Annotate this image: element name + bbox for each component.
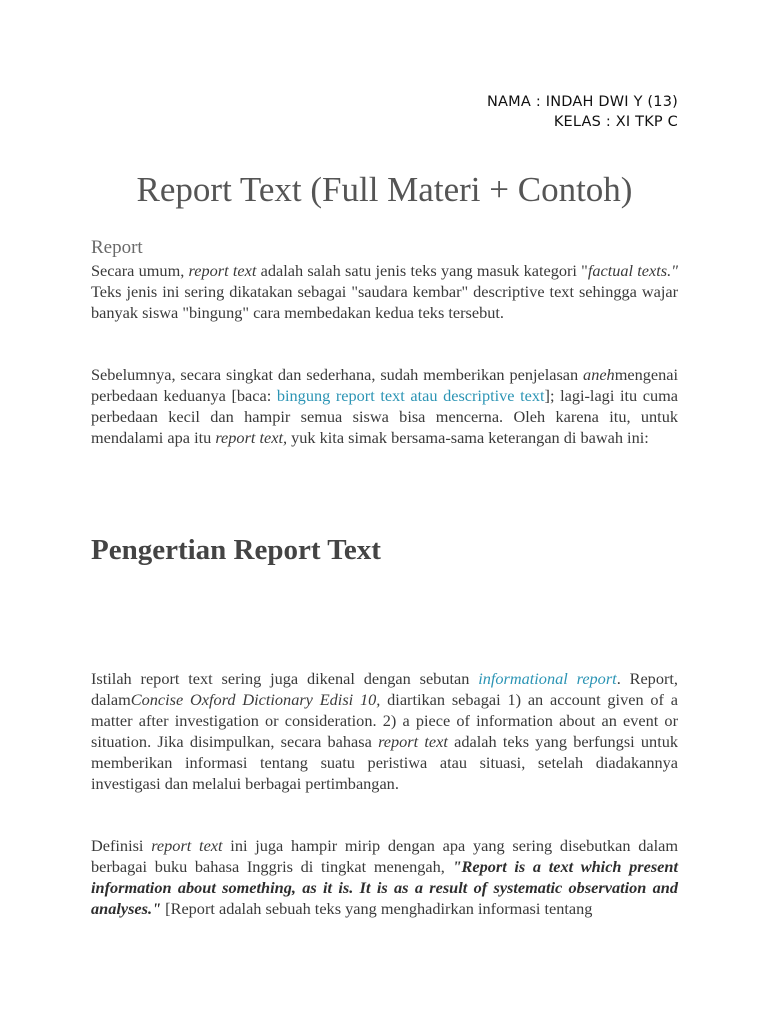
student-class: KELAS : XI TKP C [553,114,678,130]
section-heading: Pengertian Report Text [91,534,381,566]
link-bingung-report-text[interactable]: bingung report text atau descriptive text [276,386,545,405]
text-span: Secara umum, [91,261,189,280]
italic-term: aneh [583,365,615,384]
text-span: . Report, dalam [91,669,678,709]
link-informational-report[interactable] [478,669,617,688]
paragraph-definition [91,668,678,794]
italic-term: report text [378,732,448,751]
text-span: Istilah report text sering juga dikenal dengan sebutan [91,669,479,688]
text-span: Definisi [91,836,152,855]
text-span: diartikan sebagai 1) an account given of a matter after investigation or consideration. 2) a piece of information about an event or situation. Jika disimpulkan, secara bahasa [91,690,678,751]
text-span: Sebelumnya, secara singkat dan sederhana, sudah memberikan penjelasan [91,365,584,384]
paragraph-intro [91,260,678,323]
section-label: Report [91,237,143,258]
student-name: NAMA : INDAH DWI Y (13) [487,94,678,110]
italic-term: Concise Oxford Dictionary Edisi 10, [130,690,381,709]
text-span: yuk kita simak bersama-sama keterangan di bawah ini: [287,428,649,447]
text-span: ]; lagi-lagi itu cuma perbedaan kecil dan hampir semua siswa bisa mencerna. Oleh karena itu, untuk mendalami apa itu [91,386,679,447]
italic-term: report text, [215,428,288,447]
student-info [487,92,678,132]
page-title: Report Text (Full Materi + Contoh) [136,170,633,209]
italic-term: report text [188,261,257,280]
text-span: adalah teks yang berfungsi untuk memberikan informasi tentang suatu peristiwa atau situasi, setelah diadakannya investigasi dan melalui berbagai pertimbangan. [91,732,678,793]
text-span: [Report adalah sebuah teks yang menghadirkan informasi tentang [161,899,593,918]
text-span: adalah salah satu jenis teks yang masuk kategori " [256,261,588,280]
paragraph-textbook-definition [91,835,678,919]
text-span: mengenai perbedaan keduanya [baca: [91,365,678,405]
text-span: Teks jenis ini sering dikatakan sebagai "saudara kembar" descriptive text sehingga wajar banyak siswa "bingung" cara membedakan kedua teks tersebut. [91,282,678,322]
paragraph-previous [91,364,678,448]
text-span: ini juga hampir mirip dengan apa yang sering disebutkan dalam berbagai buku bahasa Inggris di tingkat menengah, [91,836,678,876]
bold-quote: "Report is a text which present information about something, as it is. It is as a result of systematic observation and analyses." [91,857,678,918]
italic-term: report text [151,836,223,855]
link-text[interactable]: informational report [478,669,617,688]
italic-term: factual texts." [587,261,679,280]
